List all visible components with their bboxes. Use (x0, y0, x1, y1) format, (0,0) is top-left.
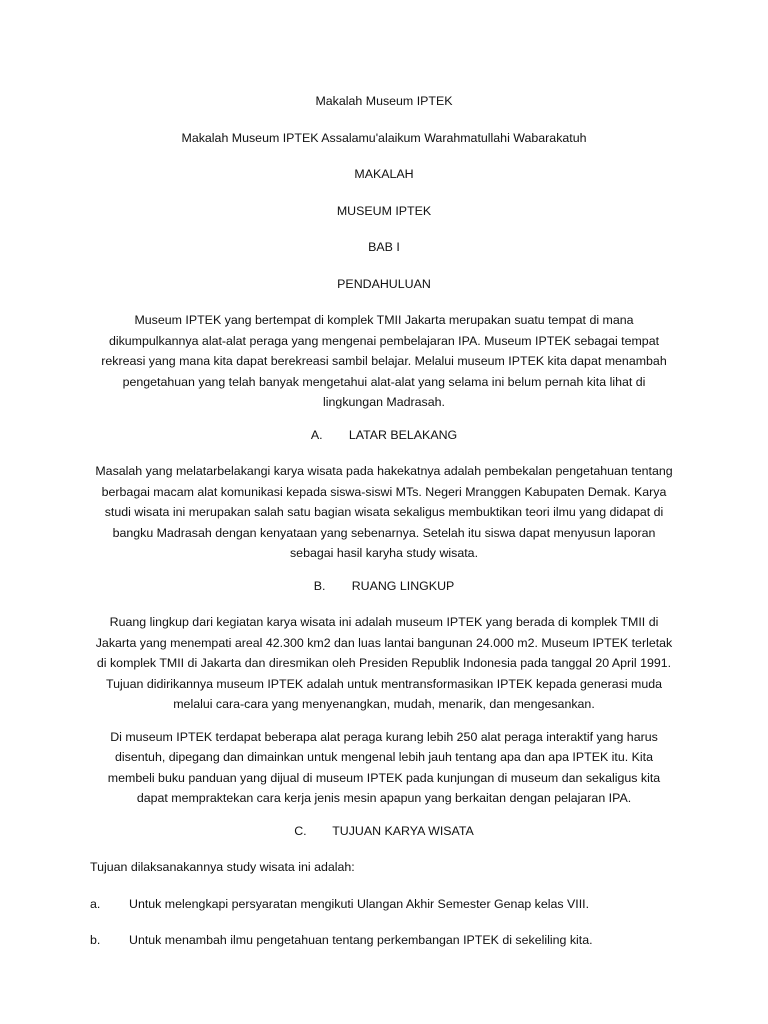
paragraph-line: disentuh, dipegang dan dimainkan untuk mengenal lebih jauh tentang apa dan apa IPTEK itu. Kita (114, 750, 653, 764)
paragraph-line: berbagai macam alat komunikasi kepada siswa-siswi MTs. Negeri Mranggen Kabupaten Demak. Karya (101, 484, 667, 499)
section-marker: C. (294, 823, 307, 838)
heading-makalah: MAKALAH (354, 167, 414, 181)
section-heading-b (90, 576, 678, 597)
document-body (90, 91, 678, 951)
list-text: Untuk menambah ilmu pengetahuan tentang perkembangan IPTEK di sekeliling kita. (129, 933, 593, 947)
heading-museum: MUSEUM IPTEK (336, 203, 432, 218)
section-title: TUJUAN KARYA WISATA (332, 823, 474, 838)
paragraph-line: dapat mempraktekan cara kerja jenis mesin apapun yang berkaitan dengan pelajaran IPA. (136, 791, 632, 805)
document-title: Makalah Museum IPTEK (315, 94, 453, 108)
section-title: LATAR BELAKANG (348, 427, 458, 442)
latar-belakang-paragraph (90, 461, 678, 564)
paragraph-line: Ruang lingkup dari kegiatan karya wisata ini adalah museum IPTEK yang berada di komplek TMII di (109, 615, 659, 629)
ruang-lingkup-paragraph-2 (90, 727, 678, 809)
paragraph-line: membeli buku panduan yang dijual di museum IPTEK pada kunjungan di museum dan sekaligus kita (107, 770, 661, 785)
ruang-lingkup-paragraph-1 (90, 612, 678, 715)
paragraph-line: Tujuan didirikannya museum IPTEK adalah untuk mentransformasikan IPTEK kepada generasi muda (105, 676, 663, 691)
paragraph-line: dikumpulkannya alat-alat peraga yang mengenai pembelajaran IPA. Museum IPTEK sebagai tempat (108, 333, 660, 348)
paragraph-line: sebagai hasil karyha study wisata. (289, 546, 479, 560)
paragraph-line: Jakarta yang menempati areal 42.300 km2 dan luas lantai bangunan 24.000 m2. Museum IPTEK terletak (95, 635, 673, 650)
paragraph-line: studi wisata ini merupakan salah satu bagian wisata sekaligus membuktikan teori ilmu yang didapat di (104, 505, 664, 519)
list-item (90, 894, 678, 915)
list-marker: b. (90, 933, 101, 947)
section-heading-a (90, 425, 678, 446)
section-heading-c (90, 821, 678, 842)
paragraph-line: lingkungan Madrasah. (323, 395, 445, 409)
section-title: RUANG LINGKUP (351, 578, 455, 593)
tujuan-paragraph: Tujuan dilaksanakannya study wisata ini adalah: (90, 860, 355, 874)
paragraph-line: di komplek TMII di Jakarta dan diresmikan oleh Presiden Republik Indonesia pada tanggal 20 April 1991. (96, 656, 672, 670)
heading-pendahuluan: PENDAHULUAN (337, 276, 431, 291)
heading-bab: BAB I (368, 240, 400, 254)
paragraph-line: Museum IPTEK yang bertempat di komplek TMII Jakarta merupakan suatu tempat di mana (134, 313, 634, 327)
section-marker: A. (310, 427, 323, 442)
paragraph-line: Masalah yang melatarbelakangi karya wisata pada hakekatnya adalah pembekalan pengetahuan tentang (95, 464, 673, 478)
paragraph-line: Di museum IPTEK terdapat beberapa alat peraga kurang lebih 250 alat peraga interaktif yang harus (110, 729, 658, 744)
paragraph-line: pengetahuan yang telah banyak mengetahui alat-alat yang selama ini belum pernah kita lihat di (122, 374, 646, 389)
paragraph-line: bangku Madrasah dengan kenyataan yang sebenarnya. Setelah itu siswa dapat menyusun laporan (112, 525, 656, 540)
document-subtitle: Makalah Museum IPTEK Assalamu'alaikum Warahmatullahi Wabarakatuh (181, 130, 587, 145)
intro-paragraph (90, 310, 678, 413)
list-marker: a. (90, 896, 101, 911)
list-text: Untuk melengkapi persyaratan mengikuti Ulangan Akhir Semester Genap kelas VIII. (129, 896, 590, 911)
list-item (90, 930, 678, 951)
paragraph-line: melalui cara-cara yang menyenangkan, mudah, menarik, dan mengesankan. (173, 697, 595, 711)
section-marker: B. (313, 578, 326, 593)
paragraph-line: rekreasi yang mana kita dapat berekreasi sambil belajar. Melalui museum IPTEK kita dapat menambah (101, 354, 667, 368)
